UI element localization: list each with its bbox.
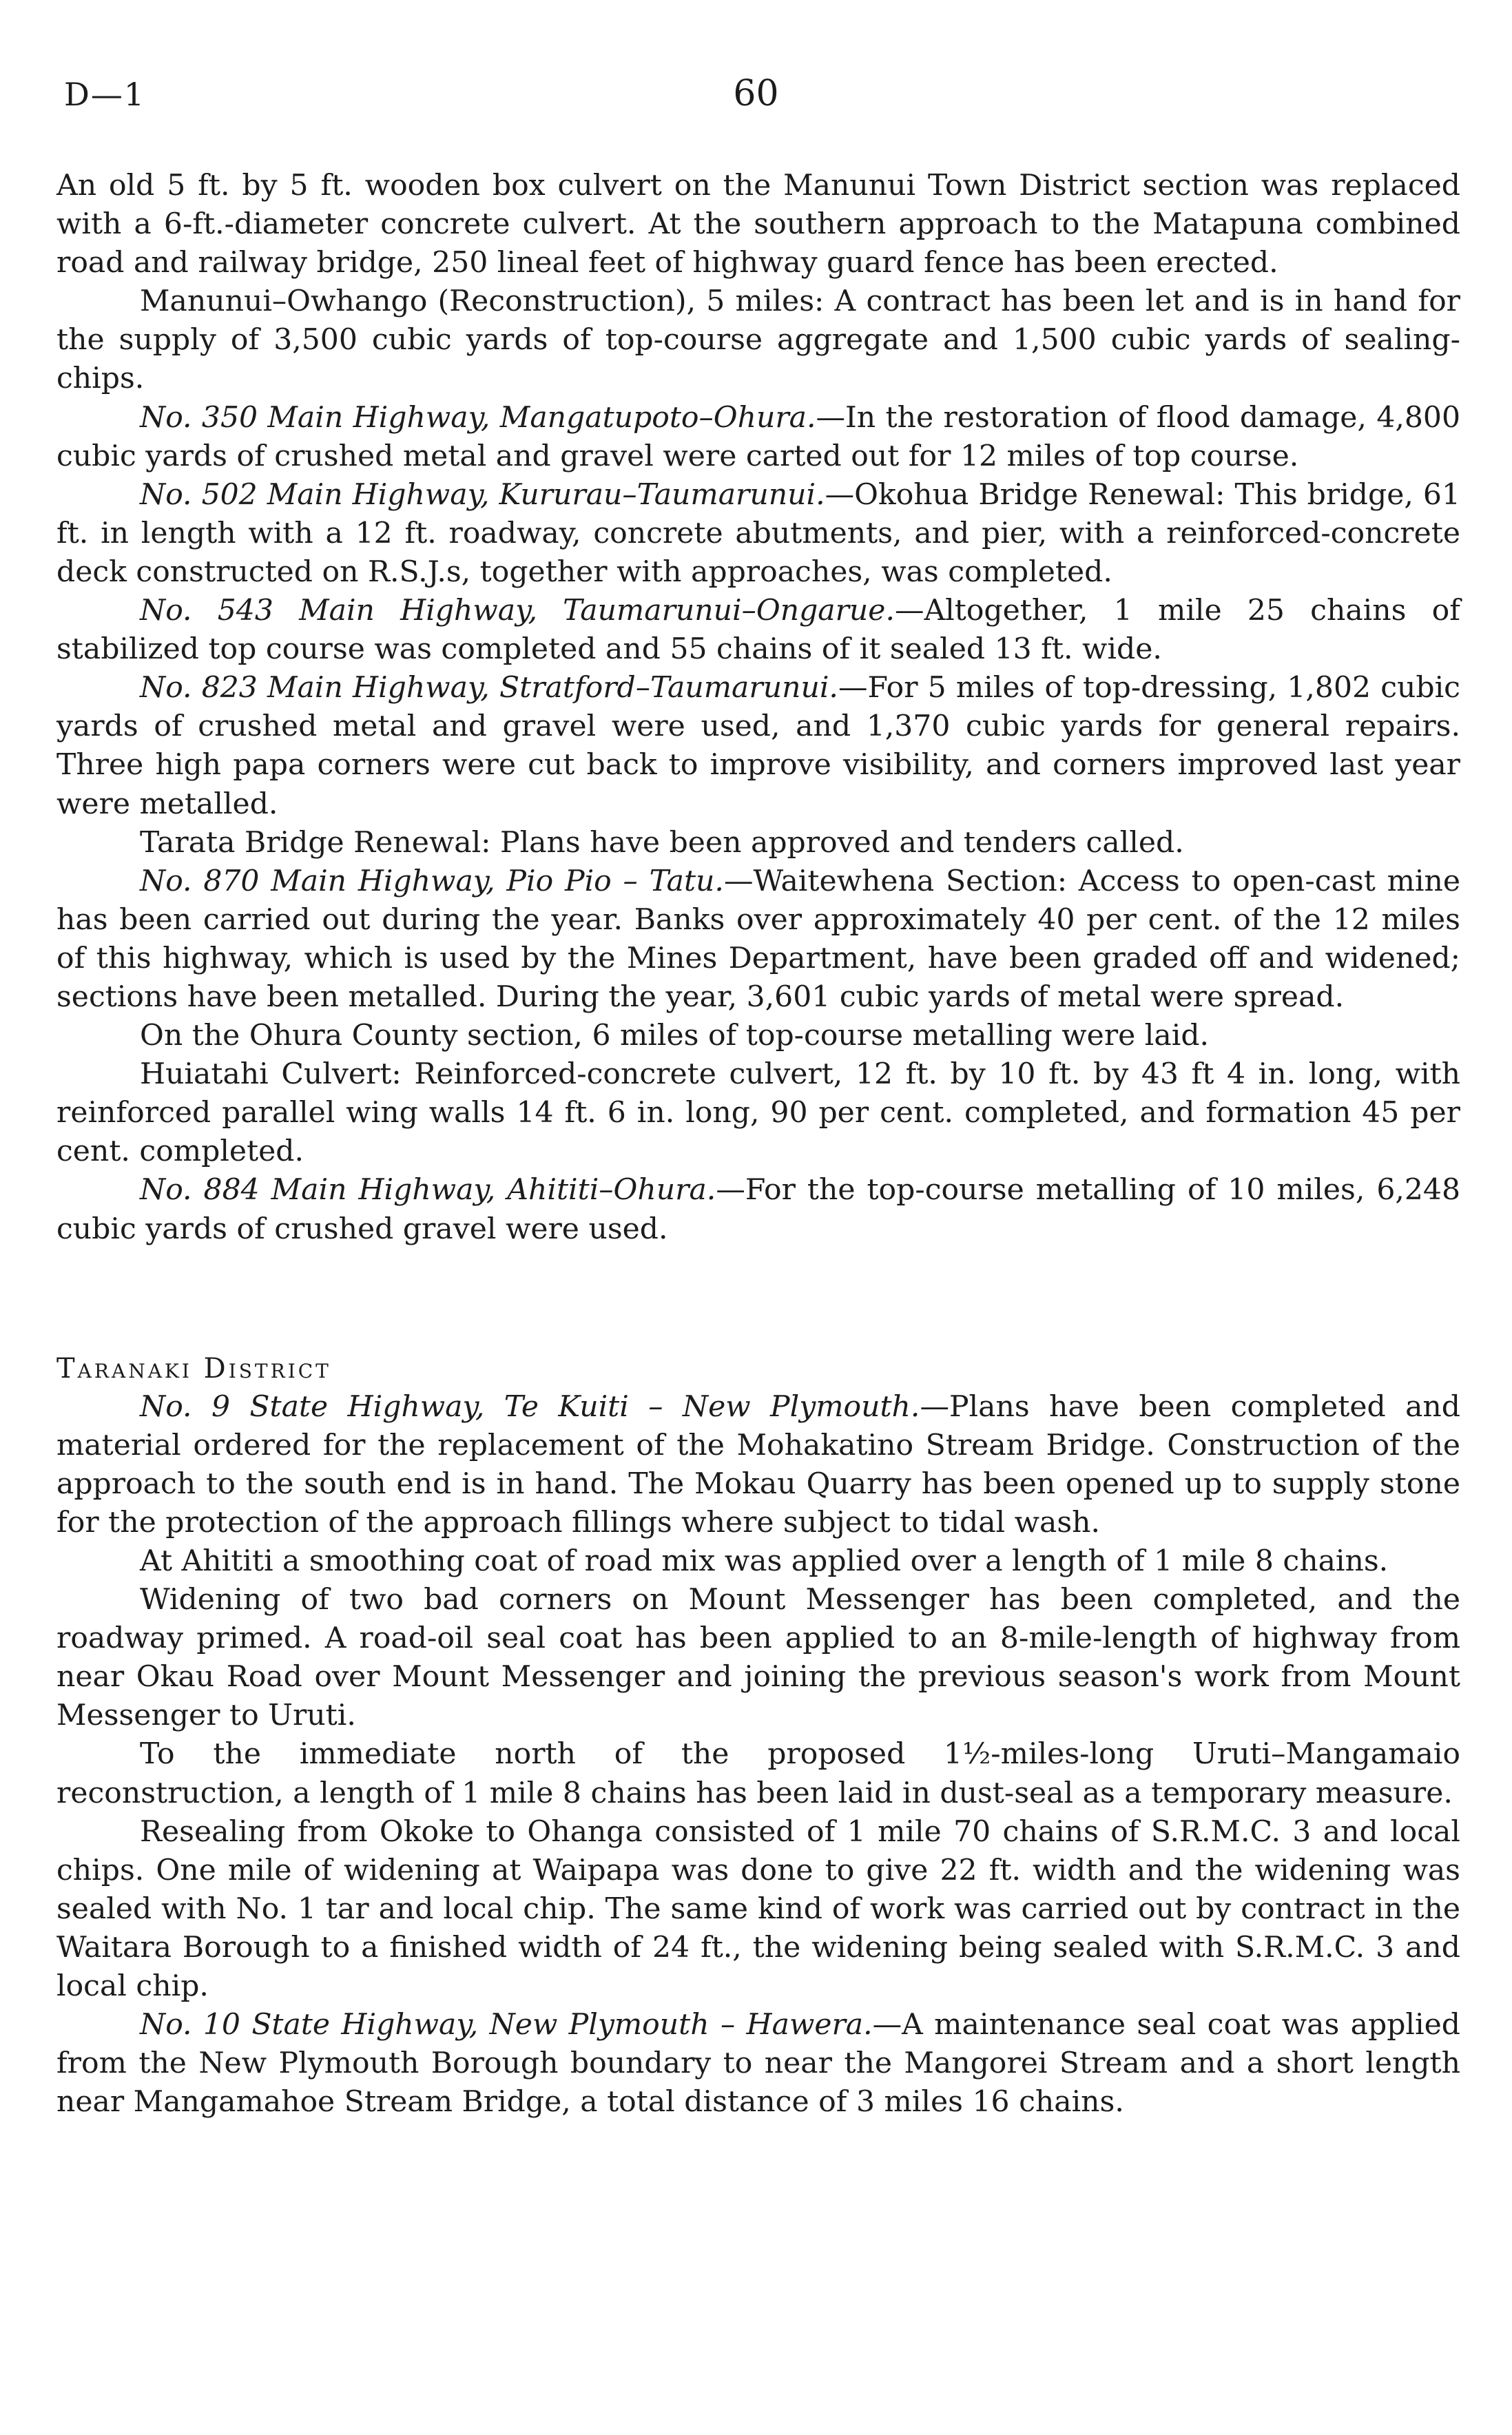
paragraph-text: Manunui–Owhango (Reconstruction), 5 miles: A contract has been let and is in hand for the supply of 3,500 cubic yards of top-course aggregate and 1,500 cubic yards of sealing-chips. xyxy=(56,284,1460,396)
paragraph-text: Widening of two bad corners on Mount Messenger has been completed, and the roadway primed. A road-oil seal coat has been applied to an 8-mile-length of highway from near Okau Road over Mount Messenger and joining the previous season's work from Mount Messenger to Uruti. xyxy=(56,1583,1460,1733)
paragraph-text: On the Ohura County section, 6 miles of top-course metalling were laid. xyxy=(140,1019,1210,1053)
paragraph-text: Huiatahi Culvert: Reinforced-concrete culvert, 12 ft. by 10 ft. by 43 ft 4 in. long, with reinforced parallel wing walls 14 ft. 6 in. long, 90 per cent. completed, and formation 45 per cent. completed. xyxy=(56,1057,1460,1169)
paragraph-text: —For 5 miles of top-dressing, 1,802 cubic yards of crushed metal and gravel were used, and 1,370 cubic yards for general repairs. Three high papa corners were cut back to improve visibility, and corners improved last year were metalled. xyxy=(56,671,1460,821)
paragraph xyxy=(56,167,1460,282)
paragraph xyxy=(56,1055,1460,1171)
page-number: 60 xyxy=(733,73,779,114)
paragraph-text: Resealing from Okoke to Ohanga consisted of 1 mile 70 chains of S.R.M.C. 3 and local chips. One mile of widening at Waipapa was done to give 22 ft. width and the widening was sealed with No. 1 tar and local chip. The same kind of work was carried out by contract in the Waitara Borough to a finished width of 24 ft., the widening being sealed with S.R.M.C. 3 and local chip. xyxy=(56,1814,1460,2004)
paragraph-text: —Altogether, 1 mile 25 chains of stabilized top course was completed and 55 chains of it sealed 13 ft. wide. xyxy=(56,594,1460,667)
highway-heading: No. 350 Main Highway, Mangatupoto–Ohura. xyxy=(140,400,816,435)
highway-heading: No. 502 Main Highway, Kururau–Taumarunui. xyxy=(140,477,825,512)
paragraph-text: —Okohua Bridge Renewal: This bridge, 61 ft. in length with a 12 ft. roadway, concrete abutments, and pier, with a reinforced-concrete deck constructed on R.S.J.s, together with approaches, was completed. xyxy=(56,477,1460,589)
paragraph xyxy=(56,1171,1460,1248)
highway-heading: No. 884 Main Highway, Ahititi–Ohura. xyxy=(140,1173,716,1208)
paragraph xyxy=(56,592,1460,669)
paragraph-text: —Plans have been completed and material ordered for the replacement of the Mohakatino Stream Bridge. Construction of the approach to the south end is in hand. The Mokau Quarry has been opened up to supply stone for the protection of the approach fillings where subject to tidal wash. xyxy=(56,1389,1461,1540)
paragraph xyxy=(56,1735,1460,1812)
paragraph-text: At Ahititi a smoothing coat of road mix was applied over a length of 1 mile 8 chains. xyxy=(140,1544,1389,1578)
paragraph xyxy=(56,282,1460,398)
paragraph xyxy=(56,1813,1460,2006)
paragraph-text: Tarata Bridge Renewal: Plans have been approved and tenders called. xyxy=(140,825,1184,860)
paragraph-text: —For the top-course metalling of 10 miles, 6,248 cubic yards of crushed gravel were used. xyxy=(56,1173,1460,1246)
highway-heading: No. 870 Main Highway, Pio Pio – Tatu. xyxy=(140,864,724,898)
paragraph xyxy=(56,1542,1460,1581)
paragraph-text: To the immediate north of the proposed 1½-miles-long Uruti–Mangamaio reconstruction, a length of 1 mile 8 chains has been laid in dust-seal as a temporary measure. xyxy=(56,1737,1460,1810)
document-reference: D—1 xyxy=(64,76,146,113)
page-header xyxy=(0,0,1512,179)
paragraph-text: —A maintenance seal coat was applied from the New Plymouth Borough boundary to near the Mangorei Stream and a short length near Mangamahoe Stream Bridge, a total distance of 3 miles 16 chains. xyxy=(56,2008,1460,2120)
paragraph xyxy=(56,1017,1460,1055)
paragraph xyxy=(56,824,1460,862)
report-body xyxy=(56,167,1460,2122)
highway-heading: No. 9 State Highway, Te Kuiti – New Plymouth. xyxy=(140,1389,920,1424)
paragraph xyxy=(56,1581,1460,1735)
paragraph xyxy=(56,476,1460,592)
paragraph xyxy=(56,669,1460,823)
paragraph xyxy=(56,2006,1460,2122)
paragraph xyxy=(56,862,1460,1017)
paragraph-text: —In the restoration of flood damage, 4,800 cubic yards of crushed metal and gravel were carted out for 12 miles of top course. xyxy=(56,400,1460,473)
paragraph-text: An old 5 ft. by 5 ft. wooden box culvert on the Manunui Town District section was replaced with a 6-ft.-diameter concrete culvert. At the southern approach to the Matapuna combined road and railway bridge, 250 lineal feet of highway guard fence has been erected. xyxy=(56,169,1460,280)
paragraph-text: —Waitewhena Section: Access to open-cast mine has been carried out during the year. Banks over approximately 40 per cent. of the 12 miles of this highway, which is used by the Mines Department, have been graded off and widened; sections have been metalled. During the year, 3,601 cubic yards of metal were spread. xyxy=(56,864,1461,1014)
paragraph xyxy=(56,399,1460,476)
section-heading: Taranaki District xyxy=(56,1352,331,1385)
highway-heading: No. 10 State Highway, New Plymouth – Hawera. xyxy=(140,2008,873,2042)
highway-heading: No. 543 Main Highway, Taumarunui–Ongarue. xyxy=(140,594,895,628)
paragraph xyxy=(56,1388,1460,1542)
highway-heading: No. 823 Main Highway, Stratford–Taumarunui. xyxy=(140,671,838,705)
